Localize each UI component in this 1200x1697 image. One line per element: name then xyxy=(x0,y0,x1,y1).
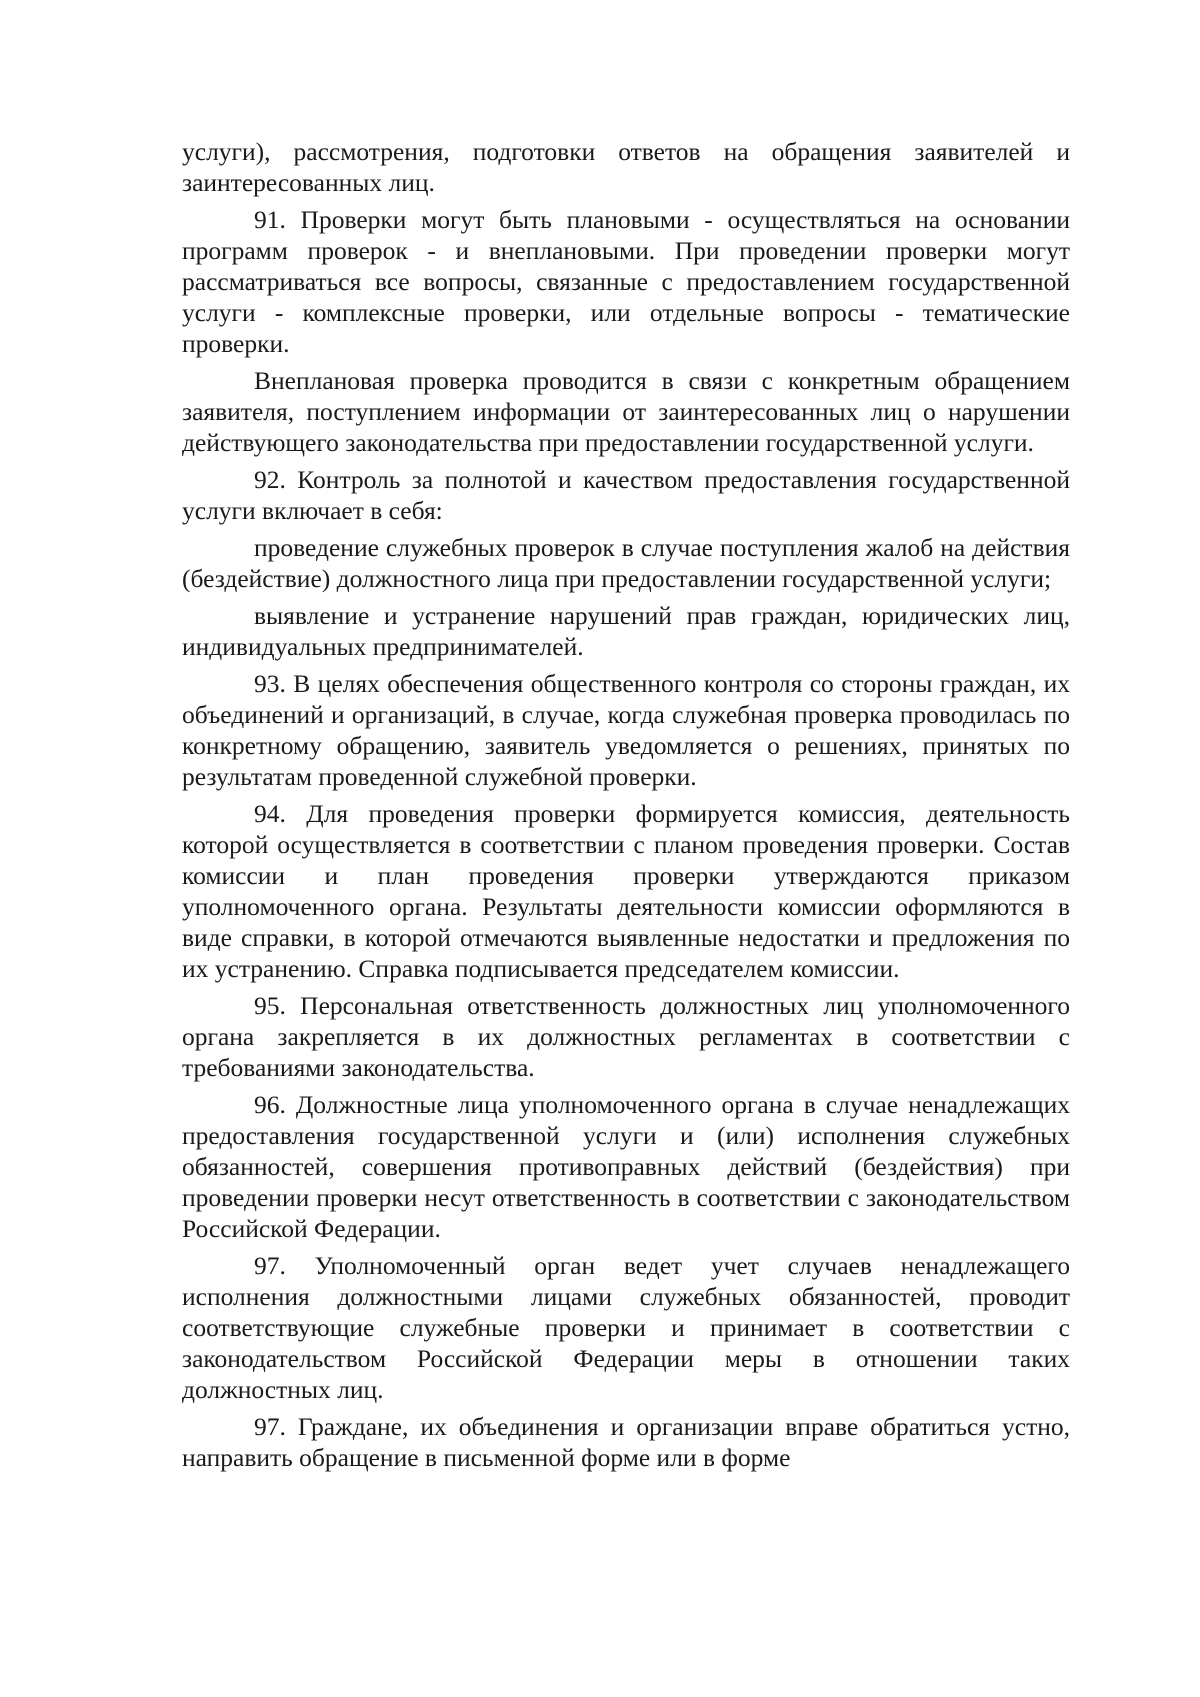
paragraph-91: 91. Проверки могут быть плановыми - осуществляться на основании программ проверок - и внеплановыми. При проведении проверки могут рассматриваться все вопросы, связанные с предоставлением государственной услуги - комплексные проверки, или отдельные вопросы - тематические проверки. xyxy=(182,205,1070,358)
paragraph-93: 93. В целях обеспечения общественного контроля со стороны граждан, их объединений и организаций, в случае, когда служебная проверка проводилась по конкретному обращению, заявитель уведомляется о решениях, принятых по результатам проведенной служебной проверки. xyxy=(182,669,1070,791)
paragraph-97-a: 97. Уполномоченный орган ведет учет случаев ненадлежащего исполнения должностными лицами служебных обязанностей, проводит соответствующие служебные проверки и принимает в соответствии с законодательством Российской Федерации меры в отношении таких должностных лиц. xyxy=(182,1251,1070,1404)
paragraph-94: 94. Для проведения проверки формируется комиссия, деятельность которой осуществляется в соответствии с планом проведения проверки. Состав комиссии и план проведения проверки утверждаются приказом уполномоченного органа. Результаты деятельности комиссии оформляются в виде справки, в которой отмечаются выявленные недостатки и предложения по их устранению. Справка подписывается председателем комиссии. xyxy=(182,799,1070,983)
paragraph-92-item-1: проведение служебных проверок в случае поступления жалоб на действия (бездействие) должностного лица при предоставлении государственной услуги; xyxy=(182,533,1070,593)
paragraph-96: 96. Должностные лица уполномоченного органа в случае ненадлежащих предоставления государственной услуги и (или) исполнения служебных обязанностей, совершения противоправных действий (бездействия) при проведении проверки несут ответственность в соответствии с законодательством Российской Федерации. xyxy=(182,1090,1070,1243)
paragraph-97-b: 97. Граждане, их объединения и организации вправе обратиться устно, направить обращение в письменной форме или в форме xyxy=(182,1412,1070,1472)
document-body xyxy=(182,136,1070,1479)
paragraph-unscheduled-check: Внеплановая проверка проводится в связи с конкретным обращением заявителя, поступлением информации от заинтересованных лиц о нарушении действующего законодательства при предоставлении государственной услуги. xyxy=(182,366,1070,457)
paragraph-continuation: услуги), рассмотрения, подготовки ответов на обращения заявителей и заинтересованных лиц. xyxy=(182,137,1070,197)
paragraph-95: 95. Персональная ответственность должностных лиц уполномоченного органа закрепляется в их должностных регламентах в соответствии с требованиями законодательства. xyxy=(182,991,1070,1082)
paragraph-92: 92. Контроль за полнотой и качеством предоставления государственной услуги включает в себя: xyxy=(182,465,1070,525)
paragraph-92-item-2: выявление и устранение нарушений прав граждан, юридических лиц, индивидуальных предпринимателей. xyxy=(182,601,1070,661)
